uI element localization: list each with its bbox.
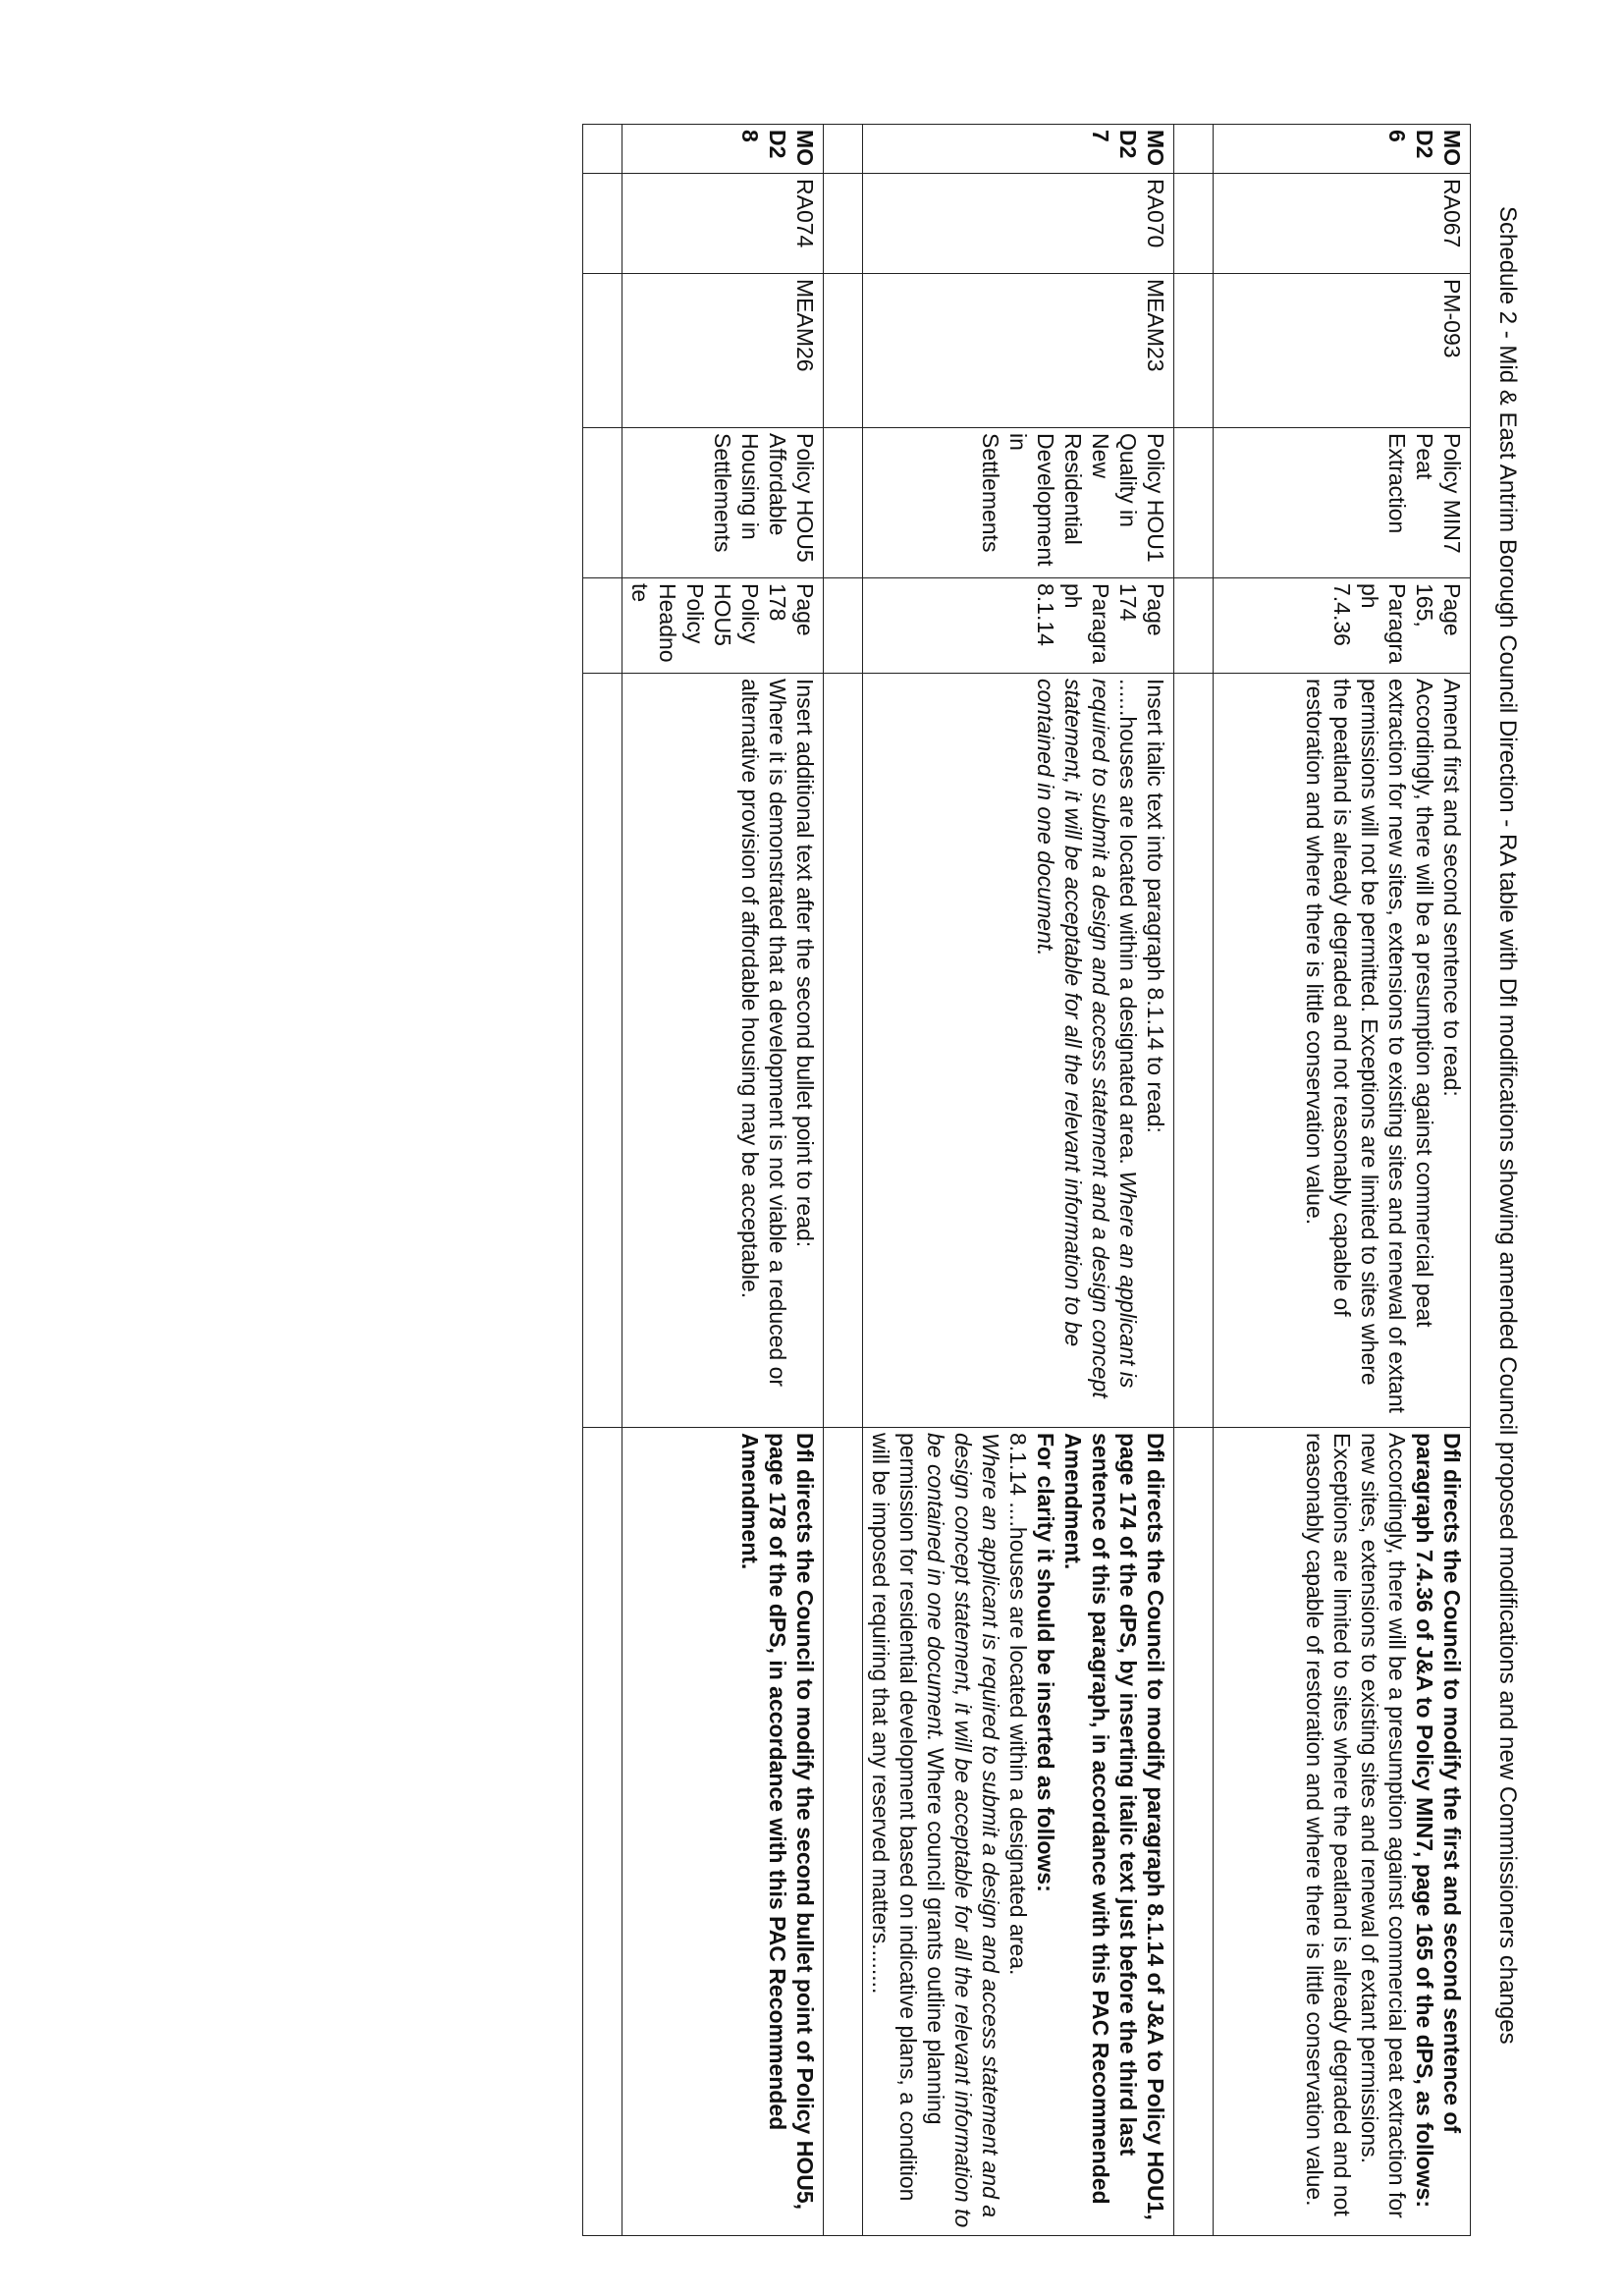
change-body: Accordingly, there will be a presumption against commercial peat extraction for new sites, extensions to existing sites and renewal of extant permissions will not be permitted. Exceptions are limited to sites where the peatland is already degraded and not reasonably capable of restoration and where there is little conservation value. <box>1302 679 1437 1413</box>
policy-name: Policy HOU5 Affordable Housing in Settlements <box>622 428 824 578</box>
change-body: Where it is demonstrated that a development is not viable a reduced or alternative provision of affordable housing may be acceptable. <box>737 679 790 1388</box>
table-row-spacer <box>824 125 863 2236</box>
mod-id: MOD28 <box>622 125 824 174</box>
dfi-direction: DfI directs the Council to modify paragraph 8.1.14 of J&A to Policy HOU1, page 174 of the dPS, by inserting italic text just before the third last sentence of this paragraph, in accordance with this PAC Recommended Amendment. <box>1060 1433 1168 2220</box>
document-title: Schedule 2 - Mid & East Antrim Borough Council Direction - RA table with DfI modifications showing amended Council proposed modifications and new Commissioners changes <box>1494 206 1521 2045</box>
proposed-change <box>863 674 1174 1428</box>
dfi-direction-cell <box>622 1428 824 2236</box>
dfi-body: Accordingly, there will be a presumption against commercial peat extraction for new sites, extensions to existing sites and renewal of extant permissions. Exceptions are limited to sites where the peatland is already degraded and not reasonably capable of restoration and where there is little conservation value. <box>1302 1433 1410 2218</box>
policy-name: Policy HOU1 Quality in New Residential Development in Settlements <box>863 428 1174 578</box>
change-pre: ......houses are located within a designated area. <box>1115 679 1141 1172</box>
dfi-direction: DfI directs the Council to modify the second bullet point of Policy HOU5, page 178 of the dPS, in accordance with this PAC Recommended Amendment. <box>737 1433 818 2210</box>
dfi-direction: DfI directs the Council to modify the first and second sentence of paragraph 7.4.36 of J&A to Policy MIN7, page 165 of the dPS, as follows: <box>1412 1433 1465 2209</box>
pm-id: MEAM26 <box>622 274 824 428</box>
change-intro: Insert italic text into paragraph 8.1.14 to read: <box>1143 679 1168 1133</box>
table-row <box>1214 125 1471 2236</box>
table-row-spacer <box>583 125 622 2236</box>
dfi-direction-cell <box>863 1428 1174 2236</box>
pm-id: MEAM23 <box>863 274 1174 428</box>
ra-id: RA074 <box>622 174 824 274</box>
change-italic: Where an applicant is required to submit a design and access statement and a design concept statement, it will be acceptable for all the relevant information to be contained in one document. <box>1033 679 1141 1398</box>
proposed-change <box>622 674 824 1428</box>
dfi-body <box>867 1433 1004 2230</box>
table-row-spacer <box>1174 125 1214 2236</box>
change-intro: Insert additional text after the second bullet point to read: <box>792 679 818 1248</box>
dfi-pre: 8.1.14 ....houses are located within a designated area. <box>1005 1433 1031 1976</box>
table-row <box>622 125 824 2236</box>
dfi-clarity: For clarity it should be inserted as follows: <box>1033 1433 1058 1892</box>
change-body <box>1032 679 1142 1422</box>
ra-table <box>582 124 1471 2236</box>
ra-id: RA067 <box>1214 174 1471 274</box>
ra-id: RA070 <box>863 174 1174 274</box>
change-intro: Amend first and second sentence to read: <box>1439 679 1465 1097</box>
pm-id: PM-093 <box>1214 274 1471 428</box>
page-ref: Page 178 Policy HOU5 Policy Headnote <box>622 578 824 674</box>
page-ref: Page 165, Paragraph 7.4.36 <box>1214 578 1471 674</box>
policy-name: Policy MIN7 Peat Extraction <box>1214 428 1471 578</box>
page-ref: Page 174 Paragraph 8.1.14 <box>863 578 1174 674</box>
rotated-page <box>142 79 1522 2249</box>
dfi-italic: Where an applicant is required to submit a design and access statement and a design concept statement, it will be acceptable for all the relevant information to be contained in one document. <box>923 1433 1003 2228</box>
mod-id: MOD26 <box>1214 125 1471 174</box>
table-row <box>863 125 1174 2236</box>
mod-id: MOD27 <box>863 125 1174 174</box>
proposed-change <box>1214 674 1471 1428</box>
dfi-post: Where council grants outline planning permission for residential development based on indicative plans, a condition will be imposed requiring that any reserved matters........ <box>868 1433 948 2202</box>
dfi-direction-cell <box>1214 1428 1471 2236</box>
